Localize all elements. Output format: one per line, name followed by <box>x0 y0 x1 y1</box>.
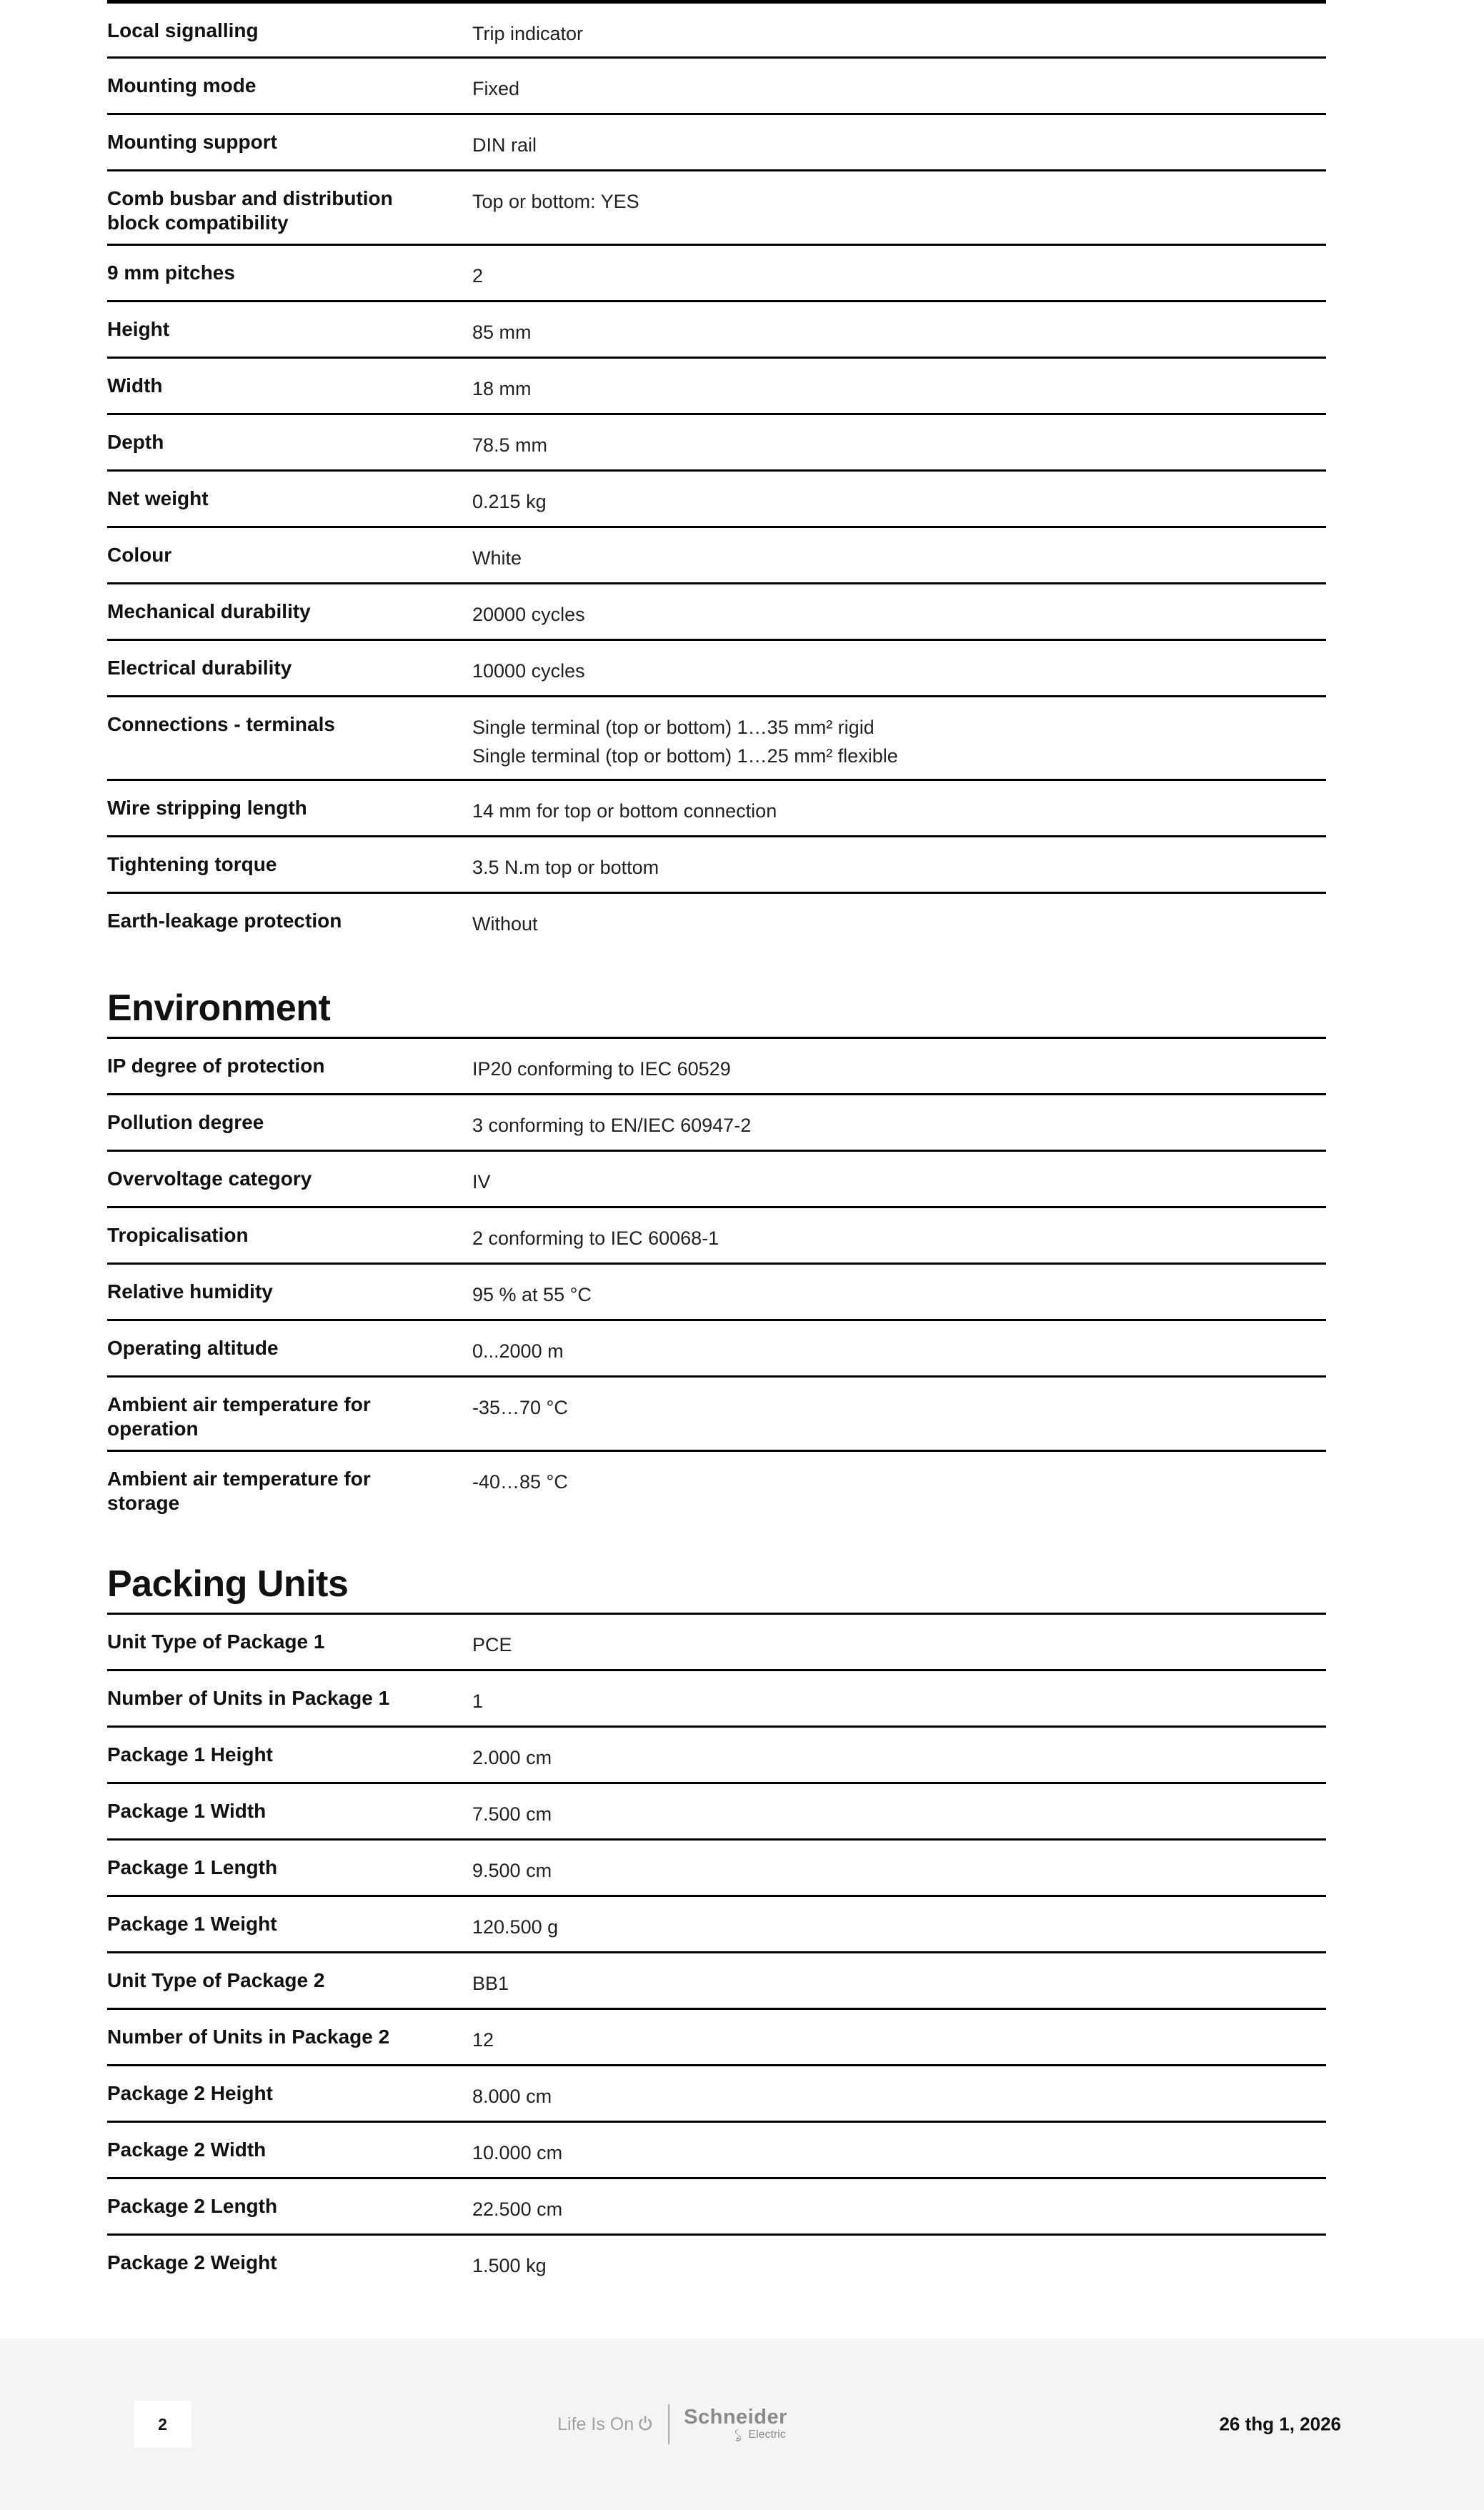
spec-value-line: 95 % at 55 °C <box>472 1284 592 1305</box>
spec-row <box>107 357 1326 413</box>
section-packing-units <box>107 1564 1326 2290</box>
spec-label: Net weight <box>107 487 209 509</box>
page-number: 2 <box>158 2414 167 2434</box>
spec-value-line: 10000 cycles <box>472 660 585 682</box>
section-continued <box>107 0 1326 948</box>
spec-label: Electrical durability <box>107 657 292 679</box>
spec-value <box>472 374 1326 404</box>
spec-row <box>107 1450 1326 1524</box>
spec-value-line: PCE <box>472 1634 512 1655</box>
spec-row <box>107 1093 1326 1150</box>
spec-row <box>107 2008 1326 2064</box>
spec-label: Tightening torque <box>107 853 277 875</box>
spec-value-line: 18 mm <box>472 378 532 399</box>
schneider-mark-icon <box>732 2429 745 2442</box>
spec-label: Package 1 Width <box>107 1800 267 1822</box>
spec-value <box>472 909 1326 940</box>
spec-label: Package 2 Length <box>107 2195 278 2217</box>
spec-value <box>472 2025 1326 2056</box>
spec-label: Connections - terminals <box>107 713 335 735</box>
spec-label: Wire stripping length <box>107 797 307 819</box>
spec-value <box>472 430 1326 461</box>
spec-label: Number of Units in Package 1 <box>107 1687 390 1709</box>
spec-row <box>107 2177 1326 2233</box>
spec-value <box>472 1686 1326 1717</box>
brand-tagline <box>557 2414 654 2435</box>
spec-label: Package 1 Length <box>107 1856 278 1878</box>
spec-label: Tropicalisation <box>107 1224 249 1246</box>
power-icon <box>637 2416 653 2431</box>
spec-label: Package 2 Width <box>107 2138 267 2161</box>
spec-value-line: 78.5 mm <box>472 434 548 456</box>
spec-label: Mechanical durability <box>107 600 311 622</box>
spec-value <box>472 1223 1326 1254</box>
spec-value-line: Top or bottom: YES <box>472 191 639 212</box>
spec-value <box>472 2251 1326 2281</box>
spec-row <box>107 526 1326 582</box>
spec-value <box>472 1110 1326 1141</box>
spec-row <box>107 469 1326 526</box>
spec-value-line: White <box>472 547 522 569</box>
spec-value <box>472 1393 1326 1441</box>
spec-label: Ambient air temperature for operation <box>107 1393 371 1440</box>
spec-value-line: 10.000 cm <box>472 2142 563 2163</box>
spec-row <box>107 113 1326 169</box>
spec-value-line: 22.500 cm <box>472 2198 563 2220</box>
spec-row <box>107 1613 1326 1669</box>
spec-row <box>107 1206 1326 1263</box>
spec-value <box>472 599 1326 630</box>
spec-value <box>472 1912 1326 1943</box>
spec-value <box>472 487 1326 517</box>
section-title-environment: Environment <box>107 987 331 1029</box>
spec-value <box>472 852 1326 883</box>
spec-value-line: Trip indicator <box>472 23 584 44</box>
spec-label: Depth <box>107 431 164 453</box>
spec-value <box>472 1467 1326 1515</box>
spec-value-line: 1 <box>472 1690 484 1712</box>
spec-label: Unit Type of Package 2 <box>107 1969 325 1991</box>
spec-label: Package 1 Height <box>107 1743 273 1766</box>
spec-label: Ambient air temperature for storage <box>107 1468 371 1514</box>
spec-value-line: 2 <box>472 265 484 287</box>
spec-row <box>107 1951 1326 2008</box>
spec-row <box>107 300 1326 357</box>
spec-row <box>107 1725 1326 1782</box>
spec-row <box>107 892 1326 948</box>
spec-value-line: 20000 cycles <box>472 604 585 625</box>
spec-value-line: 2 conforming to IEC 60068-1 <box>472 1227 719 1249</box>
spec-value <box>472 1054 1326 1085</box>
logo-divider <box>668 2404 669 2444</box>
spec-label: Mounting mode <box>107 74 257 96</box>
page-footer <box>0 2339 1484 2510</box>
schneider-logo <box>557 2404 787 2444</box>
spec-row <box>107 0 1326 56</box>
spec-value-line: 0.215 kg <box>472 491 547 512</box>
spec-label: Number of Units in Package 2 <box>107 2026 390 2048</box>
spec-row <box>107 1037 1326 1093</box>
spec-row <box>107 1263 1326 1319</box>
spec-label: Overvoltage category <box>107 1167 312 1190</box>
spec-value-line: Fixed <box>472 78 520 99</box>
spec-label: 9 mm pitches <box>107 262 235 284</box>
footer-date: 26 thg 1, 2026 <box>1219 2413 1341 2435</box>
spec-value <box>472 796 1326 827</box>
spec-value-line: -40…85 °C <box>472 1471 568 1493</box>
spec-value-line: 0...2000 m <box>472 1340 564 1362</box>
spec-value <box>472 712 1326 770</box>
spec-label: Package 1 Weight <box>107 1913 277 1935</box>
spec-value-line: BB1 <box>472 1973 509 1994</box>
spec-value <box>472 1280 1326 1310</box>
spec-value-line: Single terminal (top or bottom) 1…25 mm² flexible <box>472 745 898 767</box>
spec-label: Comb busbar and distribution block compatibility <box>107 187 393 234</box>
spec-value-line: 7.500 cm <box>472 1803 552 1825</box>
spec-label: IP degree of protection <box>107 1055 325 1077</box>
spec-value-line: 1.500 kg <box>472 2255 547 2276</box>
spec-value-line: Single terminal (top or bottom) 1…35 mm² rigid <box>472 717 875 738</box>
spec-row <box>107 413 1326 469</box>
spec-value-line: IP20 conforming to IEC 60529 <box>472 1058 731 1080</box>
spec-row <box>107 1150 1326 1206</box>
brand-sub-row <box>732 2429 787 2442</box>
spec-label: Package 2 Height <box>107 2082 273 2104</box>
brand-sub: Electric <box>748 2429 786 2441</box>
section-title-packing-units: Packing Units <box>107 1563 349 1605</box>
spec-row <box>107 244 1326 300</box>
spec-value <box>472 1968 1326 1999</box>
spec-value <box>472 543 1326 574</box>
spec-value <box>472 656 1326 687</box>
spec-value-line: -35…70 °C <box>472 1397 568 1418</box>
spec-value-line: 14 mm for top or bottom connection <box>472 800 777 822</box>
spec-value <box>472 19 1326 48</box>
spec-value <box>472 74 1326 104</box>
spec-value <box>472 1799 1326 1830</box>
spec-value <box>472 2138 1326 2168</box>
spec-label: Mounting support <box>107 131 277 153</box>
spec-label: Operating altitude <box>107 1337 279 1359</box>
brand-tagline-text: Life Is On <box>557 2414 634 2434</box>
spec-value <box>472 317 1326 348</box>
spec-row <box>107 1782 1326 1838</box>
spec-value <box>472 1630 1326 1660</box>
spec-row <box>107 2064 1326 2121</box>
spec-row <box>107 695 1326 779</box>
spec-row <box>107 169 1326 244</box>
spec-tables <box>107 0 1326 2290</box>
spec-value-line: 85 mm <box>472 322 532 343</box>
spec-label: Colour <box>107 544 172 566</box>
spec-value-line: IV <box>472 1171 491 1192</box>
spec-value <box>472 2194 1326 2225</box>
spec-value <box>472 1167 1326 1197</box>
spec-value-line: 2.000 cm <box>472 1747 552 1768</box>
spec-value-line: Without <box>472 913 538 935</box>
spec-label: Pollution degree <box>107 1111 264 1133</box>
spec-value <box>472 130 1326 161</box>
spec-label: Earth-leakage protection <box>107 910 342 932</box>
spec-label: Package 2 Weight <box>107 2251 277 2274</box>
spec-value-line: 120.500 g <box>472 1916 559 1938</box>
spec-label: Unit Type of Package 1 <box>107 1630 325 1653</box>
spec-value <box>472 1743 1326 1773</box>
brand-wordmark <box>684 2407 787 2442</box>
spec-label: Width <box>107 374 163 397</box>
spec-value-line: 3 conforming to EN/IEC 60947-2 <box>472 1115 752 1136</box>
brand-name: Schneider <box>684 2405 787 2429</box>
spec-value-line: 3.5 N.m top or bottom <box>472 857 659 878</box>
spec-value-line: 9.500 cm <box>472 1860 552 1881</box>
page-number-box <box>134 2401 191 2448</box>
spec-value <box>472 1336 1326 1367</box>
spec-value-line: DIN rail <box>472 134 537 156</box>
spec-row <box>107 1375 1326 1450</box>
spec-row <box>107 835 1326 892</box>
spec-value <box>472 1856 1326 1886</box>
spec-row <box>107 2121 1326 2177</box>
spec-row <box>107 1669 1326 1725</box>
spec-row <box>107 2233 1326 2290</box>
spec-row <box>107 639 1326 695</box>
spec-row <box>107 1319 1326 1375</box>
section-environment <box>107 988 1326 1524</box>
spec-value <box>472 261 1326 292</box>
spec-row <box>107 582 1326 639</box>
spec-value-line: 8.000 cm <box>472 2086 552 2107</box>
spec-label: Relative humidity <box>107 1280 273 1303</box>
spec-label: Height <box>107 318 170 340</box>
spec-label: Local signalling <box>107 19 259 41</box>
spec-value-line: 12 <box>472 2029 494 2051</box>
spec-value <box>472 186 1326 235</box>
spec-value <box>472 2081 1326 2112</box>
spec-row <box>107 1838 1326 1895</box>
spec-row <box>107 56 1326 113</box>
spec-row <box>107 779 1326 835</box>
spec-row <box>107 1895 1326 1951</box>
